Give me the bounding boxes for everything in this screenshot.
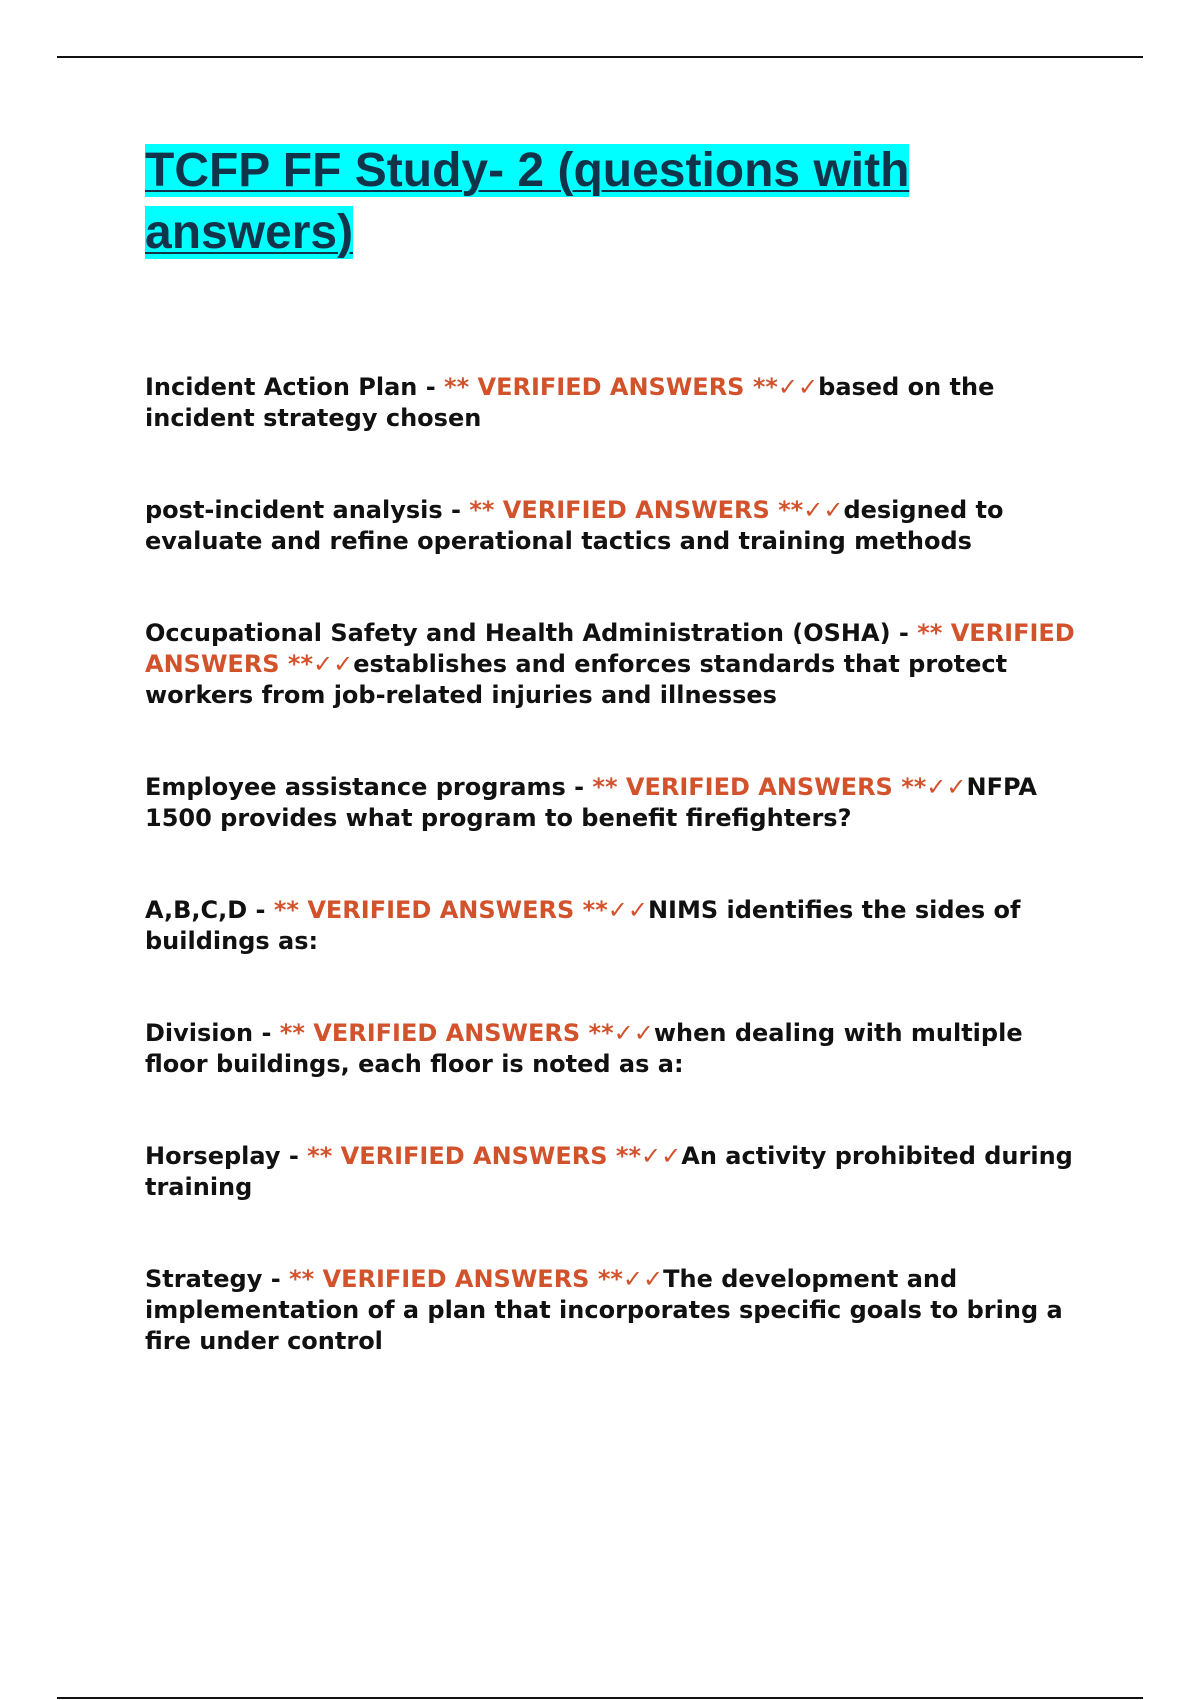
qa-entry — [145, 895, 1090, 957]
qa-definition: when dealing with multiple floor buildings, each floor is noted as a: — [145, 1019, 1023, 1078]
qa-separator: - — [247, 896, 274, 924]
bottom-rule — [57, 1697, 1143, 1699]
verified-label: ** VERIFIED ANSWERS ** — [279, 1019, 614, 1047]
verified-label: ** VERIFIED ANSWERS ** — [145, 619, 1075, 678]
qa-entry — [145, 618, 1090, 711]
checkmark-icon: ✓✓ — [803, 496, 844, 524]
verified-label: ** VERIFIED ANSWERS ** — [307, 1142, 642, 1170]
qa-separator: - — [262, 1265, 290, 1293]
qa-separator: - — [280, 1142, 308, 1170]
checkmark-icon: ✓✓ — [613, 1019, 654, 1047]
qa-term: A,B,C,D — [145, 896, 248, 924]
qa-entry — [145, 1018, 1090, 1080]
verified-label: ** VERIFIED ANSWERS ** — [592, 773, 927, 801]
qa-separator: - — [417, 373, 445, 401]
verified-label: ** VERIFIED ANSWERS ** — [289, 1265, 623, 1293]
qa-term: Occupational Safety and Health Administration (OSHA) — [145, 619, 891, 647]
qa-list — [145, 372, 1090, 1418]
checkmark-icon: ✓✓ — [313, 650, 354, 678]
verified-label: ** VERIFIED ANSWERS ** — [444, 373, 778, 401]
qa-term: Incident Action Plan — [145, 373, 418, 401]
qa-definition: An activity prohibited during training — [145, 1142, 1073, 1201]
verified-label: ** VERIFIED ANSWERS ** — [469, 496, 804, 524]
qa-definition: designed to evaluate and refine operational tactics and training methods — [145, 496, 1004, 555]
qa-term: post-incident analysis — [145, 496, 443, 524]
checkmark-icon: ✓✓ — [641, 1142, 682, 1170]
qa-entry — [145, 1264, 1090, 1357]
qa-term: Horseplay — [145, 1142, 281, 1170]
qa-term: Strategy — [145, 1265, 263, 1293]
verified-label: ** VERIFIED ANSWERS ** — [273, 896, 608, 924]
qa-entry — [145, 772, 1090, 834]
qa-definition: The development and implementation of a plan that incorporates specific goals to bring a fire under control — [145, 1265, 1063, 1355]
qa-separator: - — [890, 619, 918, 647]
qa-definition: NFPA 1500 provides what program to benefit firefighters? — [145, 773, 1037, 832]
qa-separator: - — [565, 773, 593, 801]
qa-term: Employee assistance programs — [145, 773, 566, 801]
top-rule — [57, 56, 1143, 58]
qa-separator: - — [442, 496, 470, 524]
document-title — [145, 140, 945, 264]
qa-separator: - — [253, 1019, 280, 1047]
document-title-text: TCFP FF Study- 2 (questions with answers) — [145, 144, 910, 259]
checkmark-icon: ✓✓ — [622, 1265, 664, 1293]
qa-definition: based on the incident strategy chosen — [145, 373, 995, 432]
qa-term: Division — [145, 1019, 254, 1047]
qa-entry — [145, 1141, 1090, 1203]
checkmark-icon: ✓✓ — [777, 373, 819, 401]
checkmark-icon: ✓✓ — [607, 896, 648, 924]
qa-definition: NIMS identifies the sides of buildings as: — [145, 896, 1021, 955]
qa-entry — [145, 495, 1090, 557]
checkmark-icon: ✓✓ — [926, 773, 967, 801]
qa-entry — [145, 372, 1090, 434]
qa-definition: establishes and enforces standards that protect workers from job-related injuries and illnesses — [145, 650, 1008, 709]
